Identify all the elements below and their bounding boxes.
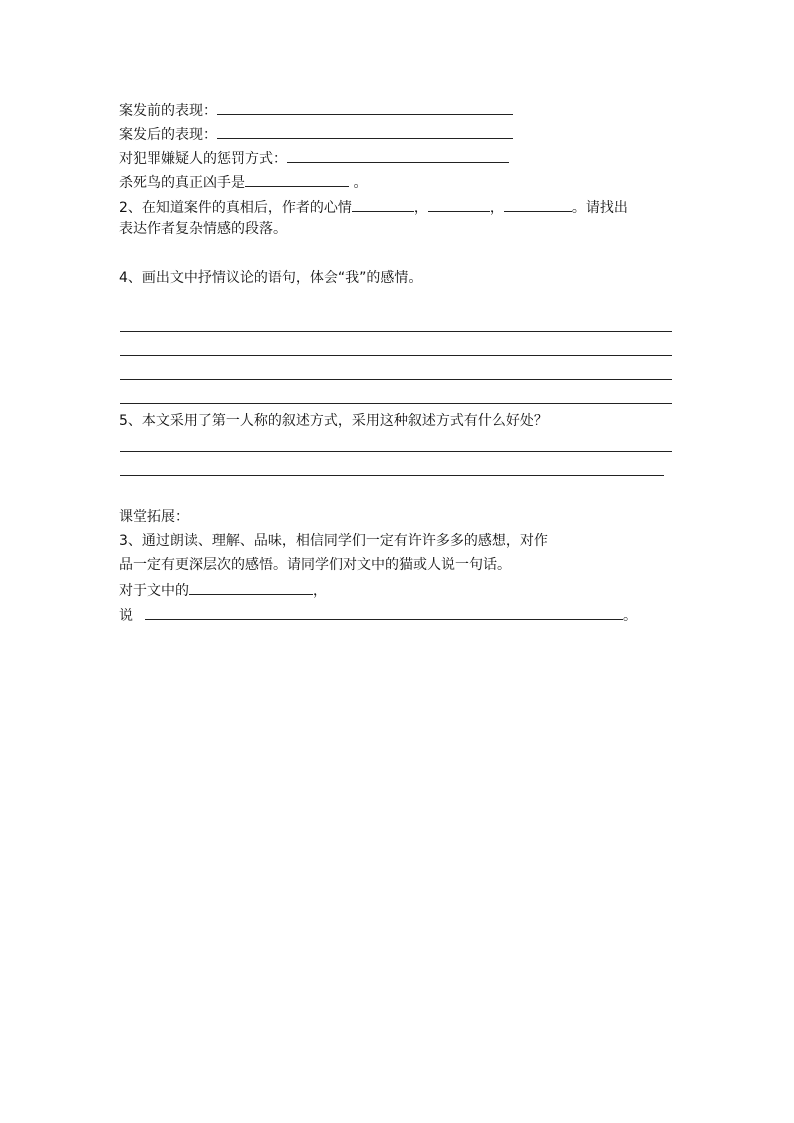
mood-blank-2[interactable] [428, 197, 490, 212]
q2-sep1: ， [413, 200, 428, 216]
killer-label: 杀死鸟的真正凶手是 [119, 175, 245, 191]
killer-blank[interactable] [245, 172, 349, 187]
for-label: 对于文中的 [119, 583, 189, 599]
for-end: ， [313, 583, 327, 599]
q4-row [119, 269, 422, 287]
q4-text: 4、画出文中抒情议论的语句，体会“我”的感情。 [119, 270, 423, 286]
say-row [119, 605, 637, 625]
q3-line1: 3、通过朗读、理解、品味，相信同学们一定有许许多多的感想，对作 [119, 533, 548, 549]
q3-line2: 品一定有更深层次的感悟。请同学们对文中的猫或人说一句话。 [119, 557, 511, 573]
extension-heading-row [119, 508, 189, 526]
q5-answer-line-2[interactable] [120, 475, 664, 476]
mood-blank-1[interactable] [352, 197, 414, 212]
q4-answer-line-1[interactable] [120, 331, 672, 332]
q4-answer-line-2[interactable] [120, 355, 672, 356]
q2-row [119, 197, 628, 217]
say-label: 说 [119, 608, 133, 624]
after-incident-label: 案发后的表现： [119, 127, 217, 143]
q4-answer-line-3[interactable] [120, 379, 672, 380]
q4-answer-line-4[interactable] [120, 403, 672, 404]
q2-sep2: ， [489, 200, 504, 216]
say-end: 。 [623, 608, 637, 624]
punishment-blank[interactable] [287, 148, 509, 163]
say-blank[interactable] [145, 605, 623, 620]
mood-blank-3[interactable] [504, 197, 572, 212]
q5-answer-line-1[interactable] [120, 451, 672, 452]
q2-prefix: 2、在知道案件的真相后，作者的心情 [119, 200, 352, 216]
q5-text: 5、本文采用了第一人称的叙述方式，采用这种叙述方式有什么好处？ [119, 413, 548, 429]
q5-row [119, 412, 548, 430]
q2-suffix: 。请找出 [571, 200, 628, 216]
before-incident-blank[interactable] [217, 100, 513, 115]
punishment-row [119, 148, 509, 168]
q2-row-2 [119, 220, 287, 238]
for-blank[interactable] [189, 580, 313, 595]
for-row [119, 580, 327, 600]
q3-row-2 [119, 556, 511, 574]
q2-line2: 表达作者复杂情感的段落。 [119, 221, 287, 237]
after-incident-blank[interactable] [217, 124, 513, 139]
punishment-label: 对犯罪嫌疑人的惩罚方式： [119, 151, 287, 167]
after-incident-row [119, 124, 513, 144]
q3-row-1 [119, 532, 548, 550]
before-incident-row [119, 100, 513, 120]
before-incident-label: 案发前的表现： [119, 103, 217, 119]
extension-heading: 课堂拓展： [119, 509, 189, 525]
killer-row [119, 172, 367, 192]
killer-end: 。 [349, 175, 368, 191]
